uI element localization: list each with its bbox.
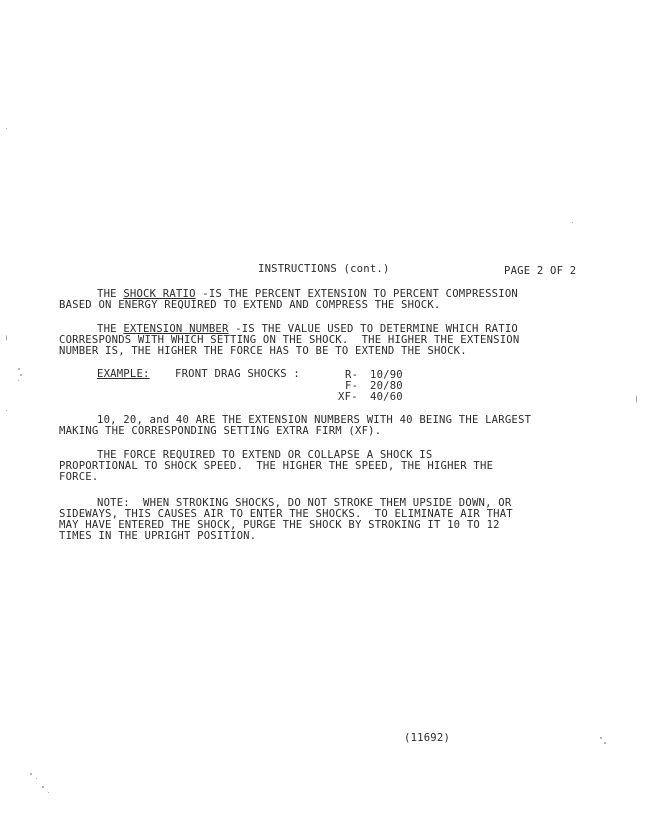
scan-speck	[572, 222, 573, 223]
page-title: INSTRUCTIONS (cont.)	[258, 263, 390, 275]
scan-mark	[6, 335, 7, 341]
extension-numbers-line-2: MAKING THE CORRESPONDING SETTING EXTRA FIRM (XF).	[59, 425, 382, 437]
note-line-3: MAY HAVE ENTERED THE SHOCK, PURGE THE SHOCK BY STROKING IT 10 TO 12	[59, 519, 500, 531]
scan-speck	[30, 773, 32, 775]
force-line-2: PROPORTIONAL TO SHOCK SPEED. THE HIGHER THE SPEED, THE HIGHER THE	[59, 460, 494, 472]
shock-ratio-text: -IS THE PERCENT EXTENSION TO PERCENT COMPRESSION	[195, 288, 518, 300]
scan-speck	[6, 128, 7, 129]
scan-speck	[6, 410, 7, 411]
scan-speck	[42, 786, 44, 788]
scan-speck	[20, 374, 22, 376]
extension-number-text: -IS THE VALUE USED TO DETERMINE WHICH RATIO	[228, 323, 518, 335]
scan-speck	[604, 742, 606, 744]
example-ratio-f: 20/80	[370, 380, 403, 392]
scan-mark	[636, 395, 637, 403]
force-line-1: THE FORCE REQUIRED TO EXTEND OR COLLAPSE A SHOCK IS	[97, 449, 433, 461]
force-line-3: FORCE.	[59, 471, 99, 483]
note-line-4: TIMES IN THE UPRIGHT POSITION.	[59, 530, 257, 542]
document-id: (11692)	[404, 732, 451, 744]
scan-speck	[18, 380, 19, 381]
example-ratio-r: 10/90	[370, 369, 403, 381]
scan-speck	[48, 792, 49, 793]
page-number: PAGE 2 OF 2	[504, 265, 577, 277]
extension-number-line-2: CORRESPONDS WITH WHICH SETTING ON THE SHOCK. THE HIGHER THE EXTENSION	[59, 334, 520, 346]
shock-ratio-term: SHOCK RATIO	[123, 288, 196, 300]
example-setting-xf: XF-	[338, 391, 358, 403]
example-setting-f: F-	[345, 380, 359, 392]
example-label: EXAMPLE:	[97, 368, 150, 380]
extension-numbers-line-1: 10, 20, and 40 ARE THE EXTENSION NUMBERS WITH 40 BEING THE LARGEST	[97, 414, 532, 426]
scan-speck	[600, 737, 602, 739]
extension-number-line-3: NUMBER IS, THE HIGHER THE FORCE HAS TO BE TO EXTEND THE SHOCK.	[59, 345, 467, 357]
note-line-2: SIDEWAYS, THIS CAUSES AIR TO ENTER THE SHOCKS. TO ELIMINATE AIR THAT	[59, 508, 513, 520]
scan-speck	[18, 368, 20, 370]
example-setting-r: R-	[345, 369, 359, 381]
shock-ratio-line-2: BASED ON ENERGY REQUIRED TO EXTEND AND COMPRESS THE SHOCK.	[59, 299, 441, 311]
shock-ratio-lead: THE	[97, 288, 124, 300]
scan-speck	[36, 778, 37, 779]
note-line-1: NOTE: WHEN STROKING SHOCKS, DO NOT STROKE THEM UPSIDE DOWN, OR	[97, 497, 512, 509]
example-ratio-xf: 40/60	[370, 391, 403, 403]
example-subject: FRONT DRAG SHOCKS :	[175, 368, 300, 380]
extension-number-term: EXTENSION NUMBER	[123, 323, 229, 335]
extension-number-lead: THE	[97, 323, 124, 335]
